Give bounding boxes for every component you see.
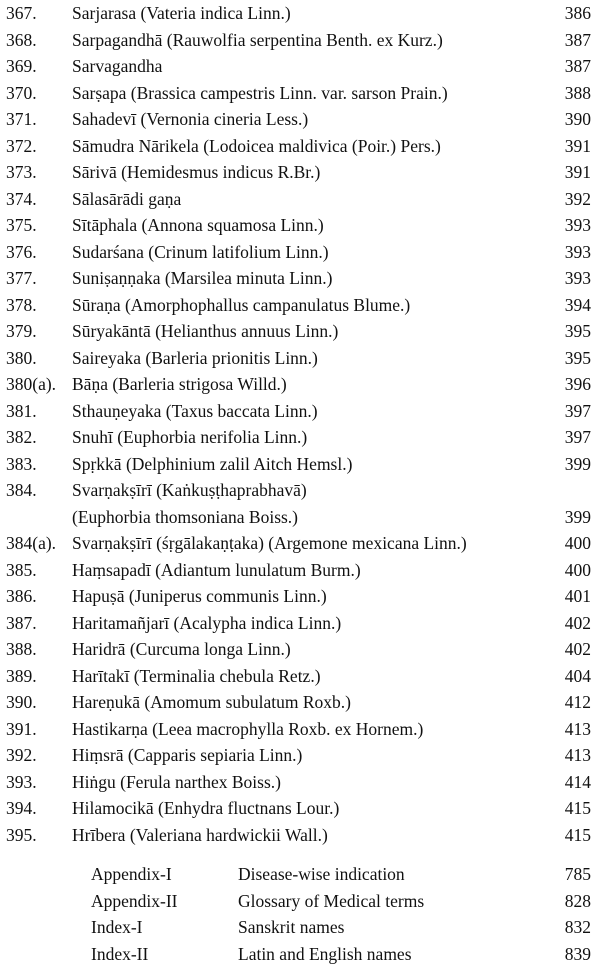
- contents-entry: [0, 558, 600, 583]
- appendix-page-number: 832: [564, 917, 591, 937]
- entry-number: 391.: [6, 718, 37, 739]
- entry-title: Saireyaka (Barleria prionitis Linn.): [72, 347, 318, 368]
- entry-number: 377.: [6, 268, 37, 288]
- entry-title: Hiṃsrā (Capparis sepiaria Linn.): [72, 745, 303, 765]
- entry-title: Sārivā (Hemidesmus indicus R.Br.): [72, 162, 321, 182]
- appendix-label: Appendix-I: [91, 864, 172, 884]
- entry-title: Hareṇukā (Amomum subulatum Roxb.): [72, 692, 351, 712]
- entry-page-number: 393: [564, 241, 591, 262]
- entry-number: 384.: [6, 480, 37, 500]
- entry-title: Hrībera (Valeriana hardwickii Wall.): [72, 824, 328, 845]
- entry-number: 373.: [6, 162, 37, 182]
- entry-title: Spṛkkā (Delphinium zalil Aitch Hemsl.): [72, 453, 353, 474]
- contents-entry: [0, 505, 600, 530]
- entry-page-number: 390: [564, 109, 591, 129]
- entry-number: 370.: [6, 82, 37, 103]
- entry-page-number: 400: [564, 533, 591, 553]
- appendix-label: Index-II: [91, 943, 149, 964]
- entry-title: Sarvagandha: [72, 56, 163, 76]
- entry-title: Svarṇakṣīrī (śṛgālakaṇṭaka) (Argemone mexicana Linn.): [72, 533, 467, 553]
- contents-entry: [0, 107, 600, 132]
- entry-page-number: 393: [564, 215, 591, 235]
- entry-title: Snuhī (Euphorbia nerifolia Linn.): [72, 427, 308, 447]
- entry-page-number: 397: [564, 400, 591, 421]
- contents-entry: [0, 690, 600, 715]
- entry-number: 382.: [6, 427, 37, 447]
- entry-number: 375.: [6, 215, 37, 235]
- entry-page-number: 415: [564, 824, 591, 845]
- entry-page-number: 413: [564, 718, 591, 739]
- contents-entry: [0, 160, 600, 185]
- appendix-entry: [0, 862, 600, 887]
- appendix-entry: [0, 889, 600, 914]
- entry-title: Sudarśana (Crinum latifolium Linn.): [72, 241, 329, 262]
- entry-page-number: 404: [564, 665, 591, 686]
- appendix-page-number: 839: [564, 943, 591, 964]
- appendix-entry: [0, 942, 600, 967]
- appendix-page-number: 785: [564, 864, 591, 884]
- contents-entry: [0, 346, 600, 371]
- entry-page-number: 413: [564, 745, 591, 765]
- entry-title: Sūraṇa (Amorphophallus campanulatus Blume.): [72, 294, 411, 315]
- contents-entry: [0, 584, 600, 609]
- entry-number: 369.: [6, 56, 37, 76]
- contents-entry: [0, 54, 600, 79]
- contents-entry: [0, 28, 600, 53]
- entry-number: 387.: [6, 612, 37, 633]
- entry-page-number: 412: [564, 692, 591, 712]
- appendix-description: Disease-wise indication: [238, 864, 405, 884]
- contents-entry: [0, 717, 600, 742]
- entry-page-number: 401: [564, 586, 591, 606]
- entry-page-number: 399: [564, 506, 591, 527]
- entry-page-number: 402: [564, 612, 591, 633]
- entry-number: 381.: [6, 400, 37, 421]
- entry-title: Suniṣaṇṇaka (Marsilea minuta Linn.): [72, 268, 333, 288]
- contents-entry: [0, 743, 600, 768]
- entry-title: (Euphorbia thomsoniana Boiss.): [72, 506, 299, 527]
- entry-page-number: 399: [564, 453, 591, 474]
- entry-number: 395.: [6, 824, 37, 845]
- contents-entry: [0, 372, 600, 397]
- entry-title: Sūryakāntā (Helianthus annuus Linn.): [72, 321, 339, 341]
- entry-title: Sālasārādi gaṇa: [72, 188, 182, 209]
- appendix-entry: [0, 915, 600, 940]
- entry-number: 380(a).: [6, 374, 57, 394]
- entry-title: Sāmudra Nārikela (Lodoicea maldivica (Poir.) Pers.): [72, 135, 441, 156]
- contents-entry: [0, 770, 600, 795]
- contents-entry: [0, 664, 600, 689]
- entry-page-number: 386: [564, 3, 591, 23]
- entry-title: Bāṇa (Barleria strigosa Willd.): [72, 374, 287, 394]
- entry-page-number: 388: [564, 82, 591, 103]
- entry-page-number: 397: [564, 427, 591, 447]
- contents-entry: [0, 478, 600, 503]
- contents-entry: [0, 531, 600, 556]
- entry-page-number: 402: [564, 639, 591, 659]
- entry-page-number: 400: [564, 559, 591, 580]
- appendix-description: Sanskrit names: [238, 917, 345, 937]
- entry-number: 390.: [6, 692, 37, 712]
- entry-title: Harītakī (Terminalia chebula Retz.): [72, 665, 321, 686]
- entry-title: Haritamañjarī (Acalypha indica Linn.): [72, 612, 342, 633]
- contents-entry: [0, 611, 600, 636]
- contents-entry: [0, 796, 600, 821]
- appendix-page-number: 828: [564, 890, 591, 911]
- entry-number: 384(a).: [6, 533, 57, 553]
- entry-title: Hiṅgu (Ferula narthex Boiss.): [72, 771, 281, 792]
- appendix-description: Latin and English names: [238, 943, 412, 964]
- entry-title: Sthauṇeyaka (Taxus baccata Linn.): [72, 400, 318, 421]
- contents-entry: [0, 293, 600, 318]
- entry-title: Haridrā (Curcuma longa Linn.): [72, 639, 291, 659]
- entry-page-number: 414: [564, 771, 591, 792]
- contents-entry: [0, 399, 600, 424]
- entry-title: Sarjarasa (Vateria indica Linn.): [72, 3, 291, 23]
- contents-entry: [0, 134, 600, 159]
- entry-number: 376.: [6, 241, 37, 262]
- entry-number: 368.: [6, 29, 37, 50]
- entry-number: 371.: [6, 109, 37, 129]
- entry-page-number: 393: [564, 268, 591, 288]
- entry-page-number: 387: [564, 56, 591, 76]
- contents-entry: [0, 452, 600, 477]
- contents-entry: [0, 213, 600, 238]
- entry-number: 374.: [6, 188, 37, 209]
- entry-number: 378.: [6, 294, 37, 315]
- entry-number: 383.: [6, 453, 37, 474]
- entry-number: 386.: [6, 586, 37, 606]
- contents-entry: [0, 81, 600, 106]
- contents-entry: [0, 637, 600, 662]
- entry-title: Svarṇakṣīrī (Kaṅkuṣṭhaprabhavā): [72, 480, 307, 500]
- contents-entry: [0, 1, 600, 26]
- entry-page-number: 387: [564, 29, 591, 50]
- contents-entry: [0, 823, 600, 848]
- entry-page-number: 415: [564, 798, 591, 818]
- entry-page-number: 391: [564, 135, 591, 156]
- entry-title: Hilamocikā (Enhydra fluctnans Lour.): [72, 798, 340, 818]
- entry-page-number: 391: [564, 162, 591, 182]
- entry-number: 380.: [6, 347, 37, 368]
- entry-number: 372.: [6, 135, 37, 156]
- entry-number: 385.: [6, 559, 37, 580]
- entry-page-number: 395: [564, 347, 591, 368]
- entry-number: 394.: [6, 798, 37, 818]
- appendix-label: Appendix-II: [91, 890, 178, 911]
- contents-entry: [0, 319, 600, 344]
- entry-number: 388.: [6, 639, 37, 659]
- contents-entry: [0, 266, 600, 291]
- entry-title: Haṃsapadī (Adiantum lunulatum Burm.): [72, 559, 361, 580]
- entry-title: Sītāphala (Annona squamosa Linn.): [72, 215, 324, 235]
- entry-page-number: 394: [564, 294, 591, 315]
- entry-title: Hastikarṇa (Leea macrophylla Roxb. ex Hornem.): [72, 718, 424, 739]
- entry-title: Sarṣapa (Brassica campestris Linn. var. sarson Prain.): [72, 82, 448, 103]
- entry-title: Hapuṣā (Juniperus communis Linn.): [72, 586, 327, 606]
- contents-entry: [0, 240, 600, 265]
- contents-entry: [0, 187, 600, 212]
- entry-title: Sarpagandhā (Rauwolfia serpentina Benth. ex Kurz.): [72, 29, 443, 50]
- entry-number: 379.: [6, 321, 37, 341]
- entry-number: 367.: [6, 3, 37, 23]
- entry-page-number: 392: [564, 188, 591, 209]
- entry-page-number: 395: [564, 321, 591, 341]
- entry-page-number: 396: [564, 374, 591, 394]
- entry-number: 393.: [6, 771, 37, 792]
- contents-entry: [0, 425, 600, 450]
- appendix-label: Index-I: [91, 917, 143, 937]
- entry-number: 392.: [6, 745, 37, 765]
- entry-title: Sahadevī (Vernonia cineria Less.): [72, 109, 309, 129]
- entry-number: 389.: [6, 665, 37, 686]
- appendix-description: Glossary of Medical terms: [238, 890, 425, 911]
